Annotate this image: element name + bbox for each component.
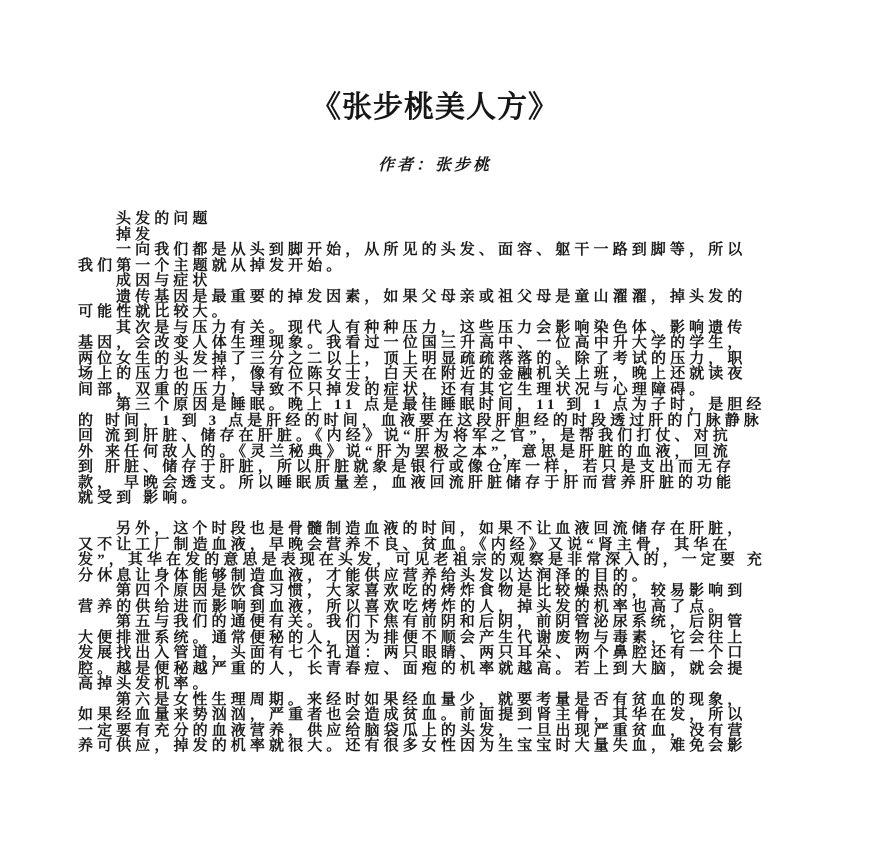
body-line: 到 肝脏、储存于肝脏，所以肝脏就象是银行或像仓库一样，若只是支出而无存 (78, 459, 736, 475)
body-line: 头发的问题 (116, 211, 212, 227)
body-line: 其次是与压力有关。现代人有种种压力，这些压力会影响染色体、影响遗传 (116, 319, 747, 336)
body-line: 外 来任何敌人的。《灵兰秘典》说“肝为罢极之本”，意思是肝脏的血液，回流 (78, 443, 732, 460)
body-line: 第六是女性生理周期。来经时如果经血量少，就要考量是否有贫血的现象， (116, 691, 747, 708)
body-line: 如果经血量来势汹汹，严重者也会造成贫血。前面提到肾主骨，其华在发，所以 (78, 707, 747, 723)
body-line: 发”，其华在发的意思是表现在头发，可见老祖宗的观察是非常深入的，一定要 充 (78, 552, 766, 568)
body-line: 分休息让身体能够制造血液，才能供应营养给头发以达润泽的目的。 (78, 567, 652, 584)
body-line: 两位女生的头发掉了三分之二以上，顶上明显疏疏落落的。除了考试的压力，职 (78, 350, 747, 367)
body-line: 掉发 (116, 226, 155, 243)
body-line: 一向我们都是从头到脚开始，从所见的头发、面容、躯干一路到脚等，所以 (116, 242, 747, 258)
body-line: 基因，会改变人体生理现象。我看过一位国三升高中、一位高中升大学的学生， (78, 335, 747, 351)
body-line: 第三个原因是睡眠。晚上 11 点是最佳睡眠时间，11 到 1 点为子时，是胆经 (116, 397, 766, 413)
body-line: 养可供应，掉发的机率就很大。还有很多女性因为生宝宝时大量失血，难免会影 (78, 738, 747, 754)
body-line: 成因与症状 (116, 273, 212, 289)
body-line: 间部，双重的压力，导致不只掉发的症状，还有其它生理状况与心理障碍。 (78, 381, 709, 398)
body-line: 又不让工厂制造血液，早晚会营养不良、贫血。《内经》又说“肾主骨，其华在 (78, 536, 732, 553)
body-line: 可能性就比较大。 (78, 304, 231, 320)
body-line: 第四个原因是饮食习惯，大家喜欢吃的烤炸食物是比较燥热的，较易影响到 (116, 583, 747, 599)
body-line: 发展找出入管道，头面有七个孔道：两只眼睛、两只耳朵、两个鼻腔还有一个口 (78, 645, 747, 661)
author-line: 作者：张步桃 (377, 157, 492, 174)
body-line: 就受到 影响。 (78, 490, 201, 506)
body-line: 的 时间，1 到 3 点是肝经的时间，血液要在这段肝胆经的时段透过肝的门脉静脉 (78, 412, 763, 429)
document-body (78, 212, 870, 755)
body-line: 我们第一个主题就从掉发开始。 (78, 257, 346, 274)
body-line: 营养的供给进而影响到血液，所以喜欢吃烤炸的人，掉头发的机率也高了点。 (78, 598, 728, 615)
body-line: 回 流到肝脏、储存在肝脏。《内经》说“肝为将军之官”，是帮我们打仗、对抗 (78, 428, 732, 444)
body-line: 一定要有充分的血液营养，供应给脑袋瓜上的头发，一旦出现严重贫血，没有营 (78, 722, 747, 739)
blank-line (78, 507, 870, 523)
page-title: 《张步桃美人方》 (311, 91, 559, 124)
body-line: 场上的压力也一样，像有位陈女士，白天在附近的金融机关上班，晚上还就读夜 (78, 366, 747, 382)
body-line: 另外，这个时段也是骨髓制造血液的时间，如果不让血液回流储存在肝脏， (116, 521, 747, 537)
body-line: 腔。越是便秘越严重的人，长青春痘、面疱的机率就越高。若上到大脑，就会提 (78, 660, 747, 677)
body-line: 款， 早晚会透支。所以睡眠质量差，血液回流肝脏储存于肝而营养肝脏的功能 (78, 474, 736, 491)
body-line: 第五与我们的通便有关。我们下焦有前阴和后阴，前阴管泌尿系统，后阴管 (116, 614, 747, 630)
body-line: 大便排泄系统。通常便秘的人，因为排便不顺会产生代谢废物与毒素，它会往上 (78, 629, 747, 646)
body-line: 遗传基因是最重要的掉发因素，如果父母亲或祖父母是童山濯濯，掉头发的 (116, 288, 747, 305)
body-line: 高掉头发机率。 (78, 676, 212, 692)
